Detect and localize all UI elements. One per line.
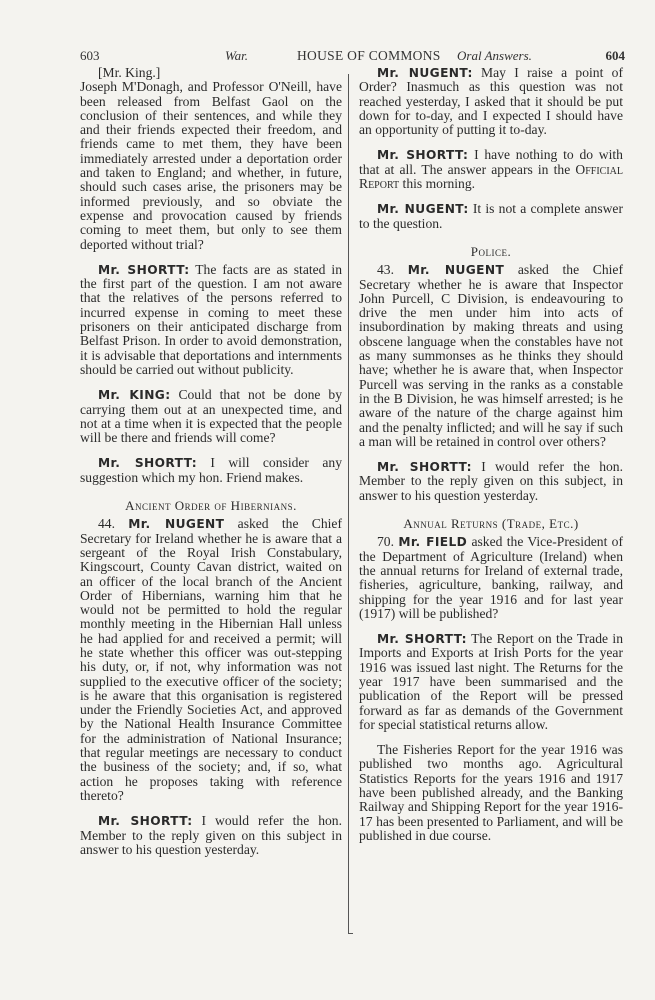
section-label-left: War.: [225, 48, 249, 63]
question: [80, 517, 342, 803]
speaker-name: Mr. SHORTT:: [98, 456, 197, 471]
answer: [359, 460, 623, 503]
left-column: [80, 66, 342, 857]
speech-text: The facts are as stated in the first part of the question. I am not aware that the relatives of the persons referred to incurred expense in coming to meet these prisoners on their anticipated discharge from Belfast Prison. In order to avoid demonstration, it is advisable that deportations and internments should be carried out without publicity.: [80, 261, 342, 377]
question: [359, 263, 623, 449]
answer-continuation: The Fisheries Report for the year 1916 was published two months ago. Agricultural Statistics Reports for the years 1916 and 1917 have been published already, and the Banking Railway and Shipping Report for the year 1916-17 has been presented to Parliament, and will be published in due course.: [359, 742, 623, 843]
speech-text: I have nothing to do with that at all. The answer appears in the: [359, 147, 623, 177]
section-heading: Annual Returns (Trade, Etc.): [403, 516, 579, 532]
column-divider-foot: [348, 933, 353, 934]
question-continuation: Joseph M'Donagh, and Professor O'Neill, have been released from Belfast Gaol on the conclusion of their sentences, and while they and their friends expected their freedom, and friends came to met them, they have been immediately arrested under a deportation order and taken to England; and whether, in future, should such cases arise, the prisoners may be informed previously, and so obviate the expense and provocation caused by friends coming to meet them, but only to see them deported without trial?: [80, 79, 342, 252]
exchange: [359, 202, 623, 231]
speaker-name: Mr. SHORTT:: [377, 148, 469, 163]
question-number: 44.: [98, 516, 115, 532]
speech-text: May I raise a point of Order? Inasmuch as this question was not reached yesterday, I asked that it should be put down for to-day, and I expected I should have an opportunity of putting it to-day.: [359, 65, 623, 138]
exchange: [80, 388, 342, 445]
question-text: asked the Vice-President of the Department of Agriculture (Ireland) when the annual returns for Ireland of external trade, fisheries, agriculture, banking, railway, and shipping for the year 1916 and for last year (1917) will be published?: [359, 534, 623, 621]
answer-text: The Report on the Trade in Imports and Exports at Irish Ports for the year 1916 was issued last night. The Returns for the year 1917 have been summarised and the publication of the Report will be pressed forward as far as demands of the Government for special statistical returns allow.: [359, 631, 623, 732]
page-number-right: 604: [605, 48, 625, 63]
exchange: [80, 456, 342, 485]
speaker-name: Mr. NUGENT:: [377, 202, 469, 217]
speech-text: this morning.: [402, 176, 476, 192]
page-number-left: 603: [80, 48, 100, 63]
speech-text: It is not a complete answer to the question.: [359, 201, 623, 231]
exchange: [80, 263, 342, 377]
question-number: 70.: [377, 534, 394, 550]
speaker-name: Mr. SHORTT:: [377, 460, 472, 475]
answer-text: I would refer the hon. Member to the reply given on this subject, in answer to his question yesterday.: [359, 459, 623, 503]
speech-text: Could that not be done by carrying them out at an unexpected time, and not at a time when it is expected that the people will be there and friends will come?: [80, 387, 342, 446]
speaker-name: Mr. SHORTT:: [98, 262, 190, 277]
speaker-name: Mr. SHORTT:: [98, 814, 193, 829]
house-title: HOUSE OF COMMONS: [297, 48, 441, 63]
question-text: asked the Chief Secretary whether he is aware that Inspector John Purcell, C Division, is endeavouring to drive the men under him into acts of insubordination by making threats and using obscene language when the constables have not as many summonses as he thinks they should have; whether he is aware that, when Inspector Purcell was serving in the ranks as a constable in the B Division, he was himself arrested; is he aware of the nature of the charge against him and the penalty inflicted; and will he say if such a man will be retained in control over others?: [359, 262, 623, 449]
speaker-name: Mr. NUGENT: [407, 263, 505, 278]
question-text: asked the Chief Secretary for Ireland whether he is aware that a sergeant of the Royal Irish Constabulary, Kingscourt, County Cavan district, waited on an officer of the local branch of the Ancient Order of Hibernians, warning him that he would not be permitted to hold the regular monthly meeting in the Hibernian Hall unless he had applied for and received a permit; will he state whether this officer was out-stepping his duty, or, if not, why information was not supplied to the executive officer of the society; is he aware that this organisation is registered under the Friendly Societies Act, and approved by the National Health Insurance Committee for the administration of National Insurance; that regular meetings are necessary to conduct the business of the society; and, if so, what action he proposes taking with reference thereto?: [80, 516, 342, 803]
exchange: [359, 148, 623, 191]
speaker-name: Mr. FIELD: [398, 535, 468, 550]
speaker-name: Mr. NUGENT: [128, 517, 225, 532]
answer-text: I would refer the hon. Member to the reply given on this subject in answer to his question yesterday.: [80, 813, 342, 857]
official-report-title: Official Report: [359, 161, 623, 192]
speech-text: I will consider any suggestion which my hon. Friend makes.: [80, 455, 342, 485]
question-number: 43.: [377, 262, 394, 278]
answer: [80, 814, 342, 857]
speaker-name: Mr. SHORTT:: [377, 632, 467, 647]
exchange: [359, 66, 623, 137]
section-heading: Police.: [470, 243, 512, 259]
speaker-name: Mr. KING:: [98, 388, 171, 403]
answer: [359, 632, 623, 732]
section-label-right: Oral Answers.: [457, 48, 532, 63]
speaker-name: Mr. NUGENT:: [377, 66, 473, 80]
right-column: [359, 66, 623, 843]
column-divider: [348, 74, 349, 934]
speaker-tag: [Mr. King.]: [98, 65, 161, 80]
question: [359, 535, 623, 621]
section-heading: Ancient Order of Hibernians.: [125, 498, 297, 514]
